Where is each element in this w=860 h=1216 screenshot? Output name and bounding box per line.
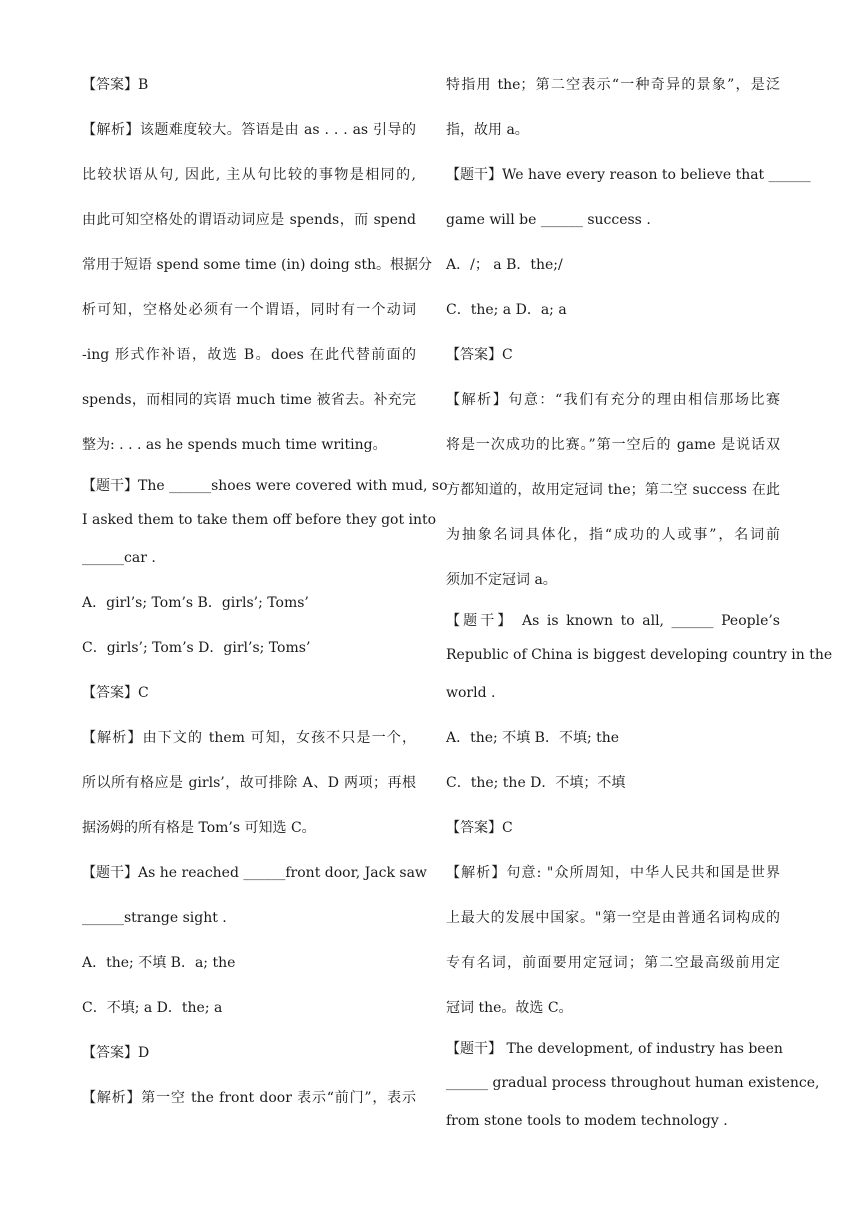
text-line: 为抽象名词具体化，指“成功的人或事”，名词前 — [446, 527, 780, 543]
text-line: ______ gradual process throughout human existence, — [446, 1075, 820, 1091]
text-line: C．不填; a D．the; a — [82, 1000, 223, 1016]
text-line: 【题干】We have every reason to believe that ______ — [446, 167, 811, 183]
text-line: 指，故用 a。 — [446, 122, 529, 138]
text-line: 方都知道的，故用定冠词 the；第二空 success 在此 — [446, 482, 780, 498]
text-line: 所以所有格应是 girls’，故可排除 A、D 两项；再根 — [82, 775, 416, 791]
text-line: from stone tools to modem technology . — [446, 1113, 728, 1129]
text-line: 【解析】第一空 the front door 表示“前门”，表示 — [82, 1090, 416, 1106]
text-line: 上最大的发展中国家。"第一空是由普通名词构成的 — [446, 910, 780, 926]
text-line: I asked them to take them off before they got into — [82, 512, 437, 528]
text-line: A．girl’s; Tom’s B．girls’; Toms’ — [82, 595, 309, 611]
right-column — [446, 67, 833, 1148]
text-line: 常用于短语 spend some time (in) doing sth。根据分 — [82, 257, 433, 273]
text-line: 专有名词，前面要用定冠词；第二空最高级前用定 — [446, 955, 780, 971]
text-line: world . — [446, 685, 496, 701]
text-line: 将是一次成功的比赛。”第一空后的 game 是说话双 — [446, 437, 780, 453]
text-line: 冠词 the。故选 C。 — [446, 1000, 573, 1016]
text-line: 据汤姆的所有格是 Tom’s 可知选 C。 — [82, 820, 316, 836]
text-line: 【答案】D — [82, 1045, 150, 1061]
text-line: 须加不定冠词 a。 — [446, 572, 557, 588]
text-line: 【答案】C — [446, 820, 513, 836]
text-line: ______strange sight . — [82, 910, 227, 926]
text-line: 【答案】C — [446, 347, 513, 363]
text-line: C．the; the D．不填；不填 — [446, 775, 626, 791]
text-line: 【题干】 The development, of industry has been — [446, 1041, 783, 1057]
text-line: ______car . — [82, 550, 156, 566]
text-line: 【题干】 As is known to all, ______ People’s — [446, 613, 780, 629]
text-line: 【答案】C — [82, 685, 149, 701]
text-line: 【解析】该题难度较大。答语是由 as . . . as 引导的 — [82, 122, 416, 138]
text-line: 比较状语从句, 因此, 主从句比较的事物是相同的, — [82, 167, 416, 183]
text-line: C．the; a D．a; a — [446, 302, 567, 318]
text-line: Republic of China is biggest developing country in the — [446, 647, 833, 663]
text-line: 【解析】句意: "众所周知，中华人民共和国是世界 — [446, 865, 780, 881]
text-line: spends，而相同的宾语 much time 被省去。补充完 — [82, 392, 416, 408]
text-line: 【解析】句意：“我们有充分的理由相信那场比赛 — [446, 392, 780, 408]
left-column — [82, 67, 448, 1125]
text-line: 【题干】As he reached ______front door, Jack saw — [82, 865, 427, 881]
text-line: game will be ______ success . — [446, 212, 651, 228]
text-line: 析可知，空格处必须有一个谓语，同时有一个动词 — [82, 302, 416, 318]
text-line: 特指用 the；第二空表示“一种奇异的景象”，是泛 — [446, 77, 780, 93]
text-line: 由此可知空格处的谓语动词应是 spends，而 spend — [82, 212, 416, 228]
text-line: A．/； a B．the;/ — [446, 257, 563, 273]
text-line: A．the; 不填 B．不填; the — [446, 730, 620, 746]
text-line: 【解析】由下文的 them 可知，女孩不只是一个， — [82, 730, 416, 746]
text-line: 整为: . . . as he spends much time writing。 — [82, 437, 387, 453]
text-line: 【答案】B — [82, 77, 149, 93]
text-line: -ing 形式作补语，故选 B。does 在此代替前面的 — [82, 347, 416, 363]
text-line: 【题干】The ______shoes were covered with mud, so — [82, 478, 448, 494]
text-line: C．girls’; Tom’s D．girl’s; Toms’ — [82, 640, 311, 656]
text-line: A．the; 不填 B．a; the — [82, 955, 236, 971]
